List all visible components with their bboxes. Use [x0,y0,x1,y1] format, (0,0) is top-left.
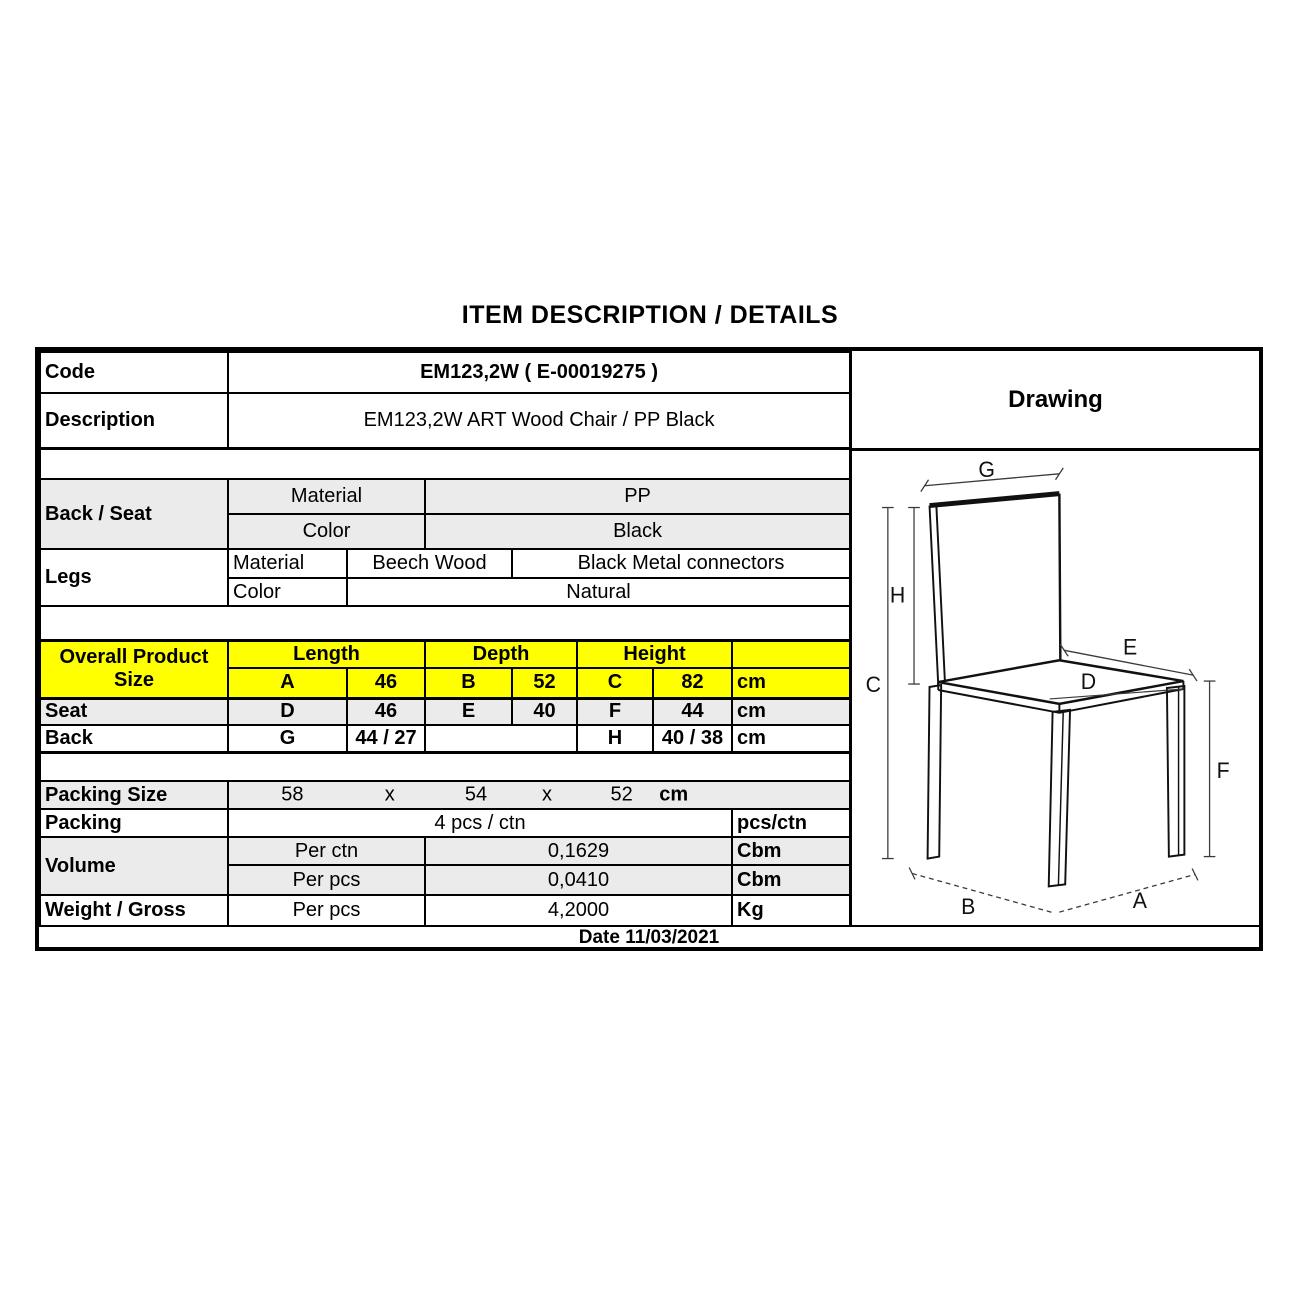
volume-per-ctn-label: Per ctn [228,837,425,865]
spacer-row-3 [40,752,849,781]
spec-main [39,351,1259,925]
overall-size-label-line2: Size [113,669,155,691]
overall-size-label [40,640,228,698]
weight-label: Weight / Gross [40,895,228,925]
legs-label: Legs [40,549,228,606]
packing-dim-1: 58 [281,783,304,806]
legs-material-value-1: Beech Wood [347,549,512,578]
overall-length-key: A [228,668,347,698]
chair-legs [928,685,1185,886]
back-seat-color-value: Black [425,514,849,549]
seat-depth-key: E [425,698,512,725]
date-row: Date 11/03/2021 [39,925,1259,949]
seat-height-value: 44 [653,698,732,725]
legs-color-value: Natural [347,578,849,606]
weight-per-pcs-label: Per pcs [228,895,425,925]
spacer-row-2 [40,606,849,640]
packing-dim-3: 52 [610,783,633,806]
weight-unit: Kg [732,895,849,925]
volume-per-ctn-unit: Cbm [732,837,849,865]
overall-unit: cm [732,668,849,698]
packing-x-1: x [384,783,395,806]
back-seat-material-label: Material [228,479,425,514]
back-length-key: G [228,725,347,752]
drawing-area [852,451,1259,925]
overall-depth-key: B [425,668,512,698]
packing-size-values [233,782,845,808]
drawing-header: Drawing [852,351,1259,451]
page-title: ITEM DESCRIPTION / DETAILS [461,301,839,329]
volume-label: Volume [40,837,228,895]
back-length-value: 44 / 27 [347,725,425,752]
packing-size-value [228,781,849,809]
spec-table-wrap [39,351,849,925]
spec-table [39,351,849,925]
back-row-label: Back [40,725,228,752]
packing-value: 4 pcs / ctn [228,809,732,837]
size-header-unit-empty [732,640,849,668]
chair-leg-left [928,685,942,859]
packing-unit: pcs/ctn [732,809,849,837]
dim-label-E: E [1123,634,1138,660]
overall-height-value: 82 [653,668,732,698]
dim-label-D: D [1080,668,1097,695]
dim-label-H: H [889,582,906,608]
back-height-value: 40 / 38 [653,725,732,752]
seat-height-key: F [577,698,653,725]
packing-size-label: Packing Size [40,781,228,809]
overall-height-key: C [577,668,653,698]
dim-line-B [912,873,1054,913]
back-seat-label: Back / Seat [40,479,228,549]
legs-material-label: Material [228,549,347,578]
seat-row-label: Seat [40,698,228,725]
weight-per-pcs-value: 4,2000 [425,895,732,925]
overall-depth-value: 52 [512,668,577,698]
dim-line-A [1059,874,1195,912]
back-seat-material-value: PP [425,479,849,514]
packing-dim-2: 54 [464,783,488,806]
overall-length-value: 46 [347,668,425,698]
packing-x-2: x [541,783,552,806]
volume-per-pcs-label: Per pcs [228,865,425,895]
dim-label-G: G [978,456,995,482]
chair-drawing [852,451,1259,925]
dim-label-B: B [961,893,976,920]
packing-size-unit: cm [659,783,689,806]
dim-label-C: C [865,671,882,698]
back-depth-empty [425,725,577,752]
dim-label-F: F [1216,758,1230,784]
spec-frame [35,347,1263,951]
overall-size-label-line1: Overall Product [59,646,209,668]
size-header-height: Height [577,640,732,668]
description-value: EM123,2W ART Wood Chair / PP Black [228,393,849,448]
dim-label-A: A [1132,887,1147,914]
chair-seat [938,660,1183,713]
seat-length-value: 46 [347,698,425,725]
packing-label: Packing [40,809,228,837]
code-value: EM123,2W ( E-00019275 ) [228,352,849,393]
legs-material-value-2: Black Metal connectors [512,549,849,578]
chair-leg-right [1167,686,1184,857]
size-header-depth: Depth [425,640,577,668]
volume-per-ctn-value: 0,1629 [425,837,732,865]
volume-per-pcs-unit: Cbm [732,865,849,895]
back-height-key: H [577,725,653,752]
seat-depth-value: 40 [512,698,577,725]
back-seat-color-label: Color [228,514,425,549]
legs-color-label: Color [228,578,347,606]
chair-backrest [930,494,1061,685]
code-label: Code [40,352,228,393]
spacer-row-1 [40,448,849,479]
drawing-panel [849,351,1259,925]
size-header-length: Length [228,640,425,668]
seat-unit: cm [732,698,849,725]
back-unit: cm [732,725,849,752]
description-label: Description [40,393,228,448]
volume-per-pcs-value: 0,0410 [425,865,732,895]
seat-length-key: D [228,698,347,725]
